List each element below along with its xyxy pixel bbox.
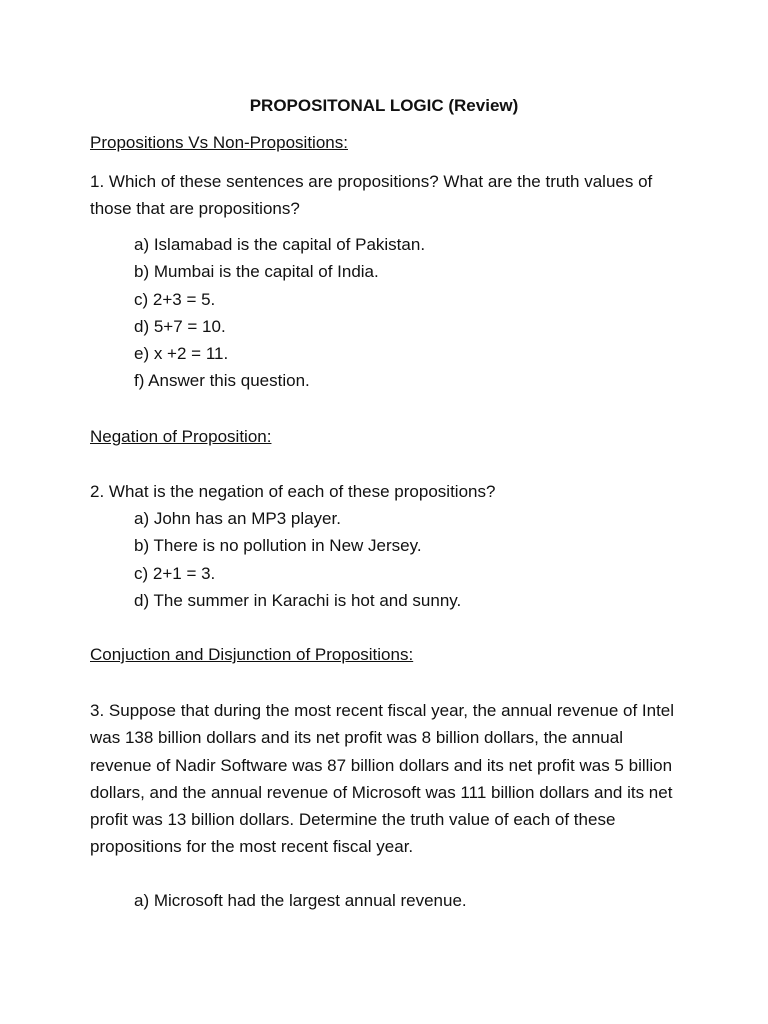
section-heading-propositions: Propositions Vs Non-Propositions:: [90, 133, 348, 152]
list-item: c) 2+3 = 5.: [134, 289, 216, 309]
list-item: b) There is no pollution in New Jersey.: [134, 536, 422, 556]
document-title: PROPOSITONAL LOGIC (Review): [249, 96, 519, 115]
list-item: a) John has an MP3 player.: [134, 509, 341, 528]
list-item: d) The summer in Karachi is hot and sunny.: [134, 590, 462, 610]
question-1: 1. Which of these sentences are propositions? What are the truth values of those that are propositions?: [90, 172, 653, 219]
question-3-items: [134, 887, 467, 914]
question-2-items: [134, 505, 461, 614]
list-item: a) Microsoft had the largest annual revenue.: [134, 891, 467, 910]
list-item: e) x +2 = 11.: [134, 344, 229, 364]
question-1-items: [134, 231, 425, 395]
list-item: a) Islamabad is the capital of Pakistan.: [134, 235, 426, 254]
question-3: 3. Suppose that during the most recent fiscal year, the annual revenue of Intel was 138 billion dollars and its net profit was 8 billion dollars, the annual revenue of Nadir Software was 87 billion dollars and its net profit was 5 billion dollars, and the annual revenue of Microsoft was 111 billion dollars and its net profit was 13 billion dollars. Determine the truth value of each of these propositions for the most recent fiscal year.: [90, 701, 675, 857]
list-item: b) Mumbai is the capital of India.: [134, 262, 379, 282]
section-heading-conjunction: Conjuction and Disjunction of Propositions:: [90, 645, 414, 664]
question-2: 2. What is the negation of each of these propositions?: [90, 482, 496, 501]
list-item: c) 2+1 = 3.: [134, 563, 216, 583]
list-item: d) 5+7 = 10.: [134, 316, 226, 336]
section-heading-negation: Negation of Proposition:: [90, 427, 272, 446]
list-item: f) Answer this question.: [134, 371, 310, 391]
